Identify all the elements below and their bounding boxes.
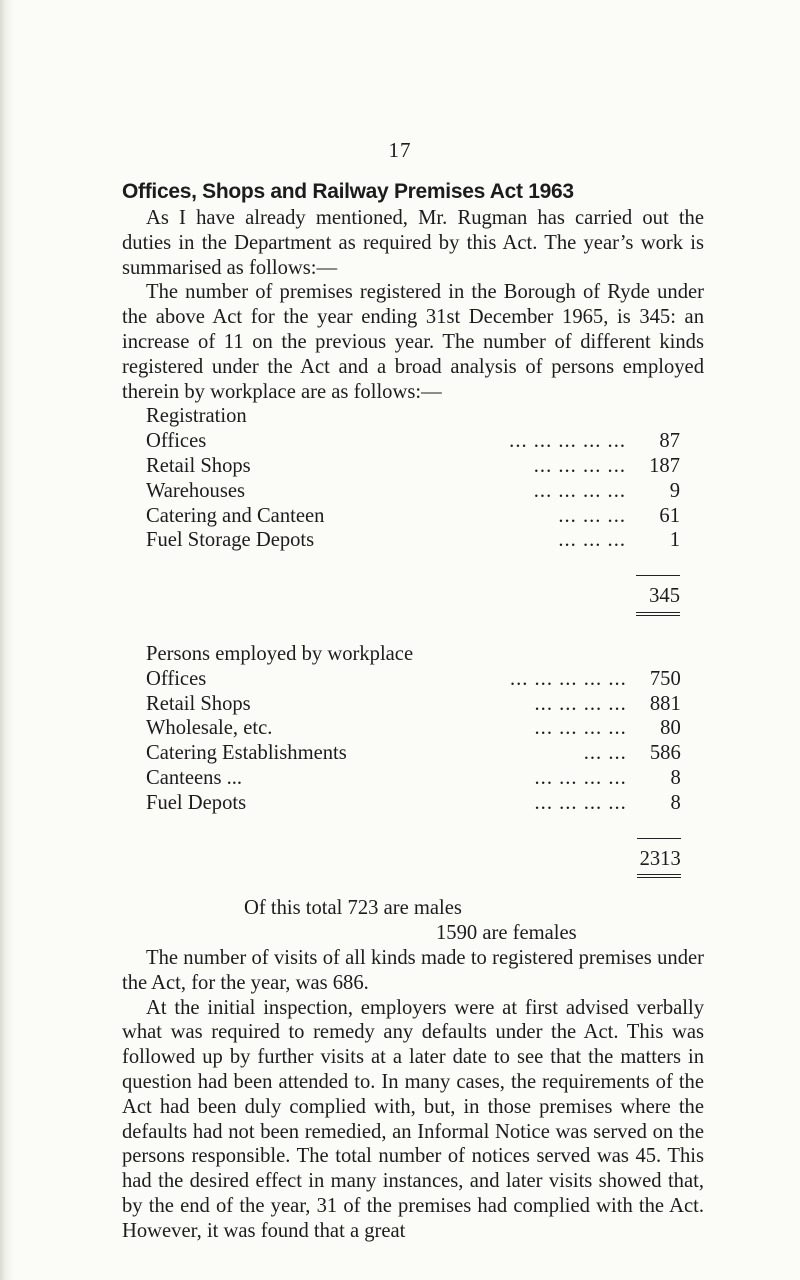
table-row: [146, 692, 681, 717]
outro-paragraph-1: The number of visits of all kinds made to registered premises under the Act, for the year, was 686.: [122, 946, 704, 994]
row-label: Retail Shops: [146, 454, 251, 477]
page-number: 17: [388, 138, 412, 162]
row-label: Offices: [146, 667, 207, 690]
total-row: [146, 816, 681, 879]
row-value: 750: [649, 667, 681, 690]
row-label: Canteens ...: [146, 766, 243, 789]
leader-dots: ... ... ... ... ...: [509, 667, 627, 690]
row-value: 9: [669, 479, 680, 502]
table-row: [146, 766, 681, 791]
row-value: 187: [649, 454, 680, 477]
persons-table: [146, 667, 681, 879]
row-value: 61: [659, 504, 680, 527]
registration-total: 345: [649, 585, 680, 608]
row-value: 1: [669, 529, 680, 552]
leader-dots: ... ... ... ...: [534, 791, 627, 814]
row-value: 87: [659, 430, 680, 453]
gender-males: Of this total 723 are males: [244, 897, 462, 920]
total-row: [146, 553, 680, 616]
table-row: [146, 429, 680, 454]
outro-paragraph-2: At the initial inspection, employers were at first advised verbally what was required to remedy any defaults under the Act. This was followed up by further visits at a later date to see that the matters in question had been attended to. In many cases, the requirements of the Act had been duly complied with, but, in those premises where the defaults had not been remedied, an Informal Notice was served on the persons responsible. The total number of notices served was 45. This had the desired effect in many instances, and later visits showed that, by the end of the year, 31 of the premises had complied with the Act. However, it was found that a great: [122, 996, 704, 1242]
gender-breakdown: [244, 896, 704, 946]
table-row: [146, 741, 681, 766]
row-label: Fuel Depots: [146, 791, 247, 814]
leader-dots: ... ... ... ... ...: [509, 430, 626, 453]
leader-dots: ... ... ...: [558, 529, 626, 552]
row-value: 586: [649, 742, 681, 765]
intro-paragraph-2: The number of premises registered in the Borough of Ryde under the above Act for the year ending 31st December 1965, is 345: an increase of 11 on the previous year. The number of different kinds registered under the Act and a broad analysis of persons employed therein by workplace are as follows:—: [122, 281, 704, 403]
document-body: [122, 206, 704, 1243]
registration-title: Registration: [146, 405, 247, 428]
leader-dots: ... ... ...: [558, 504, 626, 527]
table-row: [146, 504, 680, 529]
table-row: [146, 528, 680, 553]
book-spine-shadow: [0, 0, 14, 1280]
row-label: Fuel Storage Depots: [146, 529, 315, 552]
row-label: Catering Establishments: [146, 742, 347, 765]
row-label: Offices: [146, 430, 207, 453]
leader-dots: ... ... ... ...: [533, 454, 626, 477]
row-value: 881: [649, 692, 681, 715]
registration-table: [146, 429, 680, 616]
row-value: 8: [670, 766, 681, 789]
persons-total: 2313: [639, 847, 681, 870]
row-label: Warehouses: [146, 479, 245, 502]
table-row: [146, 716, 681, 741]
table-row: [146, 791, 681, 816]
persons-title: Persons employed by workplace: [146, 642, 414, 665]
leader-dots: ... ... ... ...: [534, 766, 627, 789]
leader-dots: ... ... ... ...: [533, 479, 626, 502]
leader-dots: ... ...: [583, 742, 627, 765]
intro-paragraph-1: As I have already mentioned, Mr. Rugman has carried out the duties in the Department as required by this Act. The year’s work is summarised as follows:—: [122, 207, 704, 279]
leader-dots: ... ... ... ...: [534, 717, 627, 740]
section-heading: Offices, Shops and Railway Premises Act 1963: [122, 180, 574, 203]
total-cell: [627, 816, 681, 879]
table-row: [146, 454, 680, 479]
leader-dots: ... ... ... ...: [534, 692, 627, 715]
row-label: Wholesale, etc.: [146, 717, 273, 740]
total-cell: [626, 553, 680, 616]
table-row: [146, 479, 680, 504]
row-value: 80: [660, 717, 681, 740]
row-label: Retail Shops: [146, 692, 251, 715]
table-row: [146, 667, 681, 692]
gender-females: 1590 are females: [436, 922, 577, 945]
row-label: Catering and Canteen: [146, 504, 325, 527]
row-value: 8: [670, 791, 681, 814]
